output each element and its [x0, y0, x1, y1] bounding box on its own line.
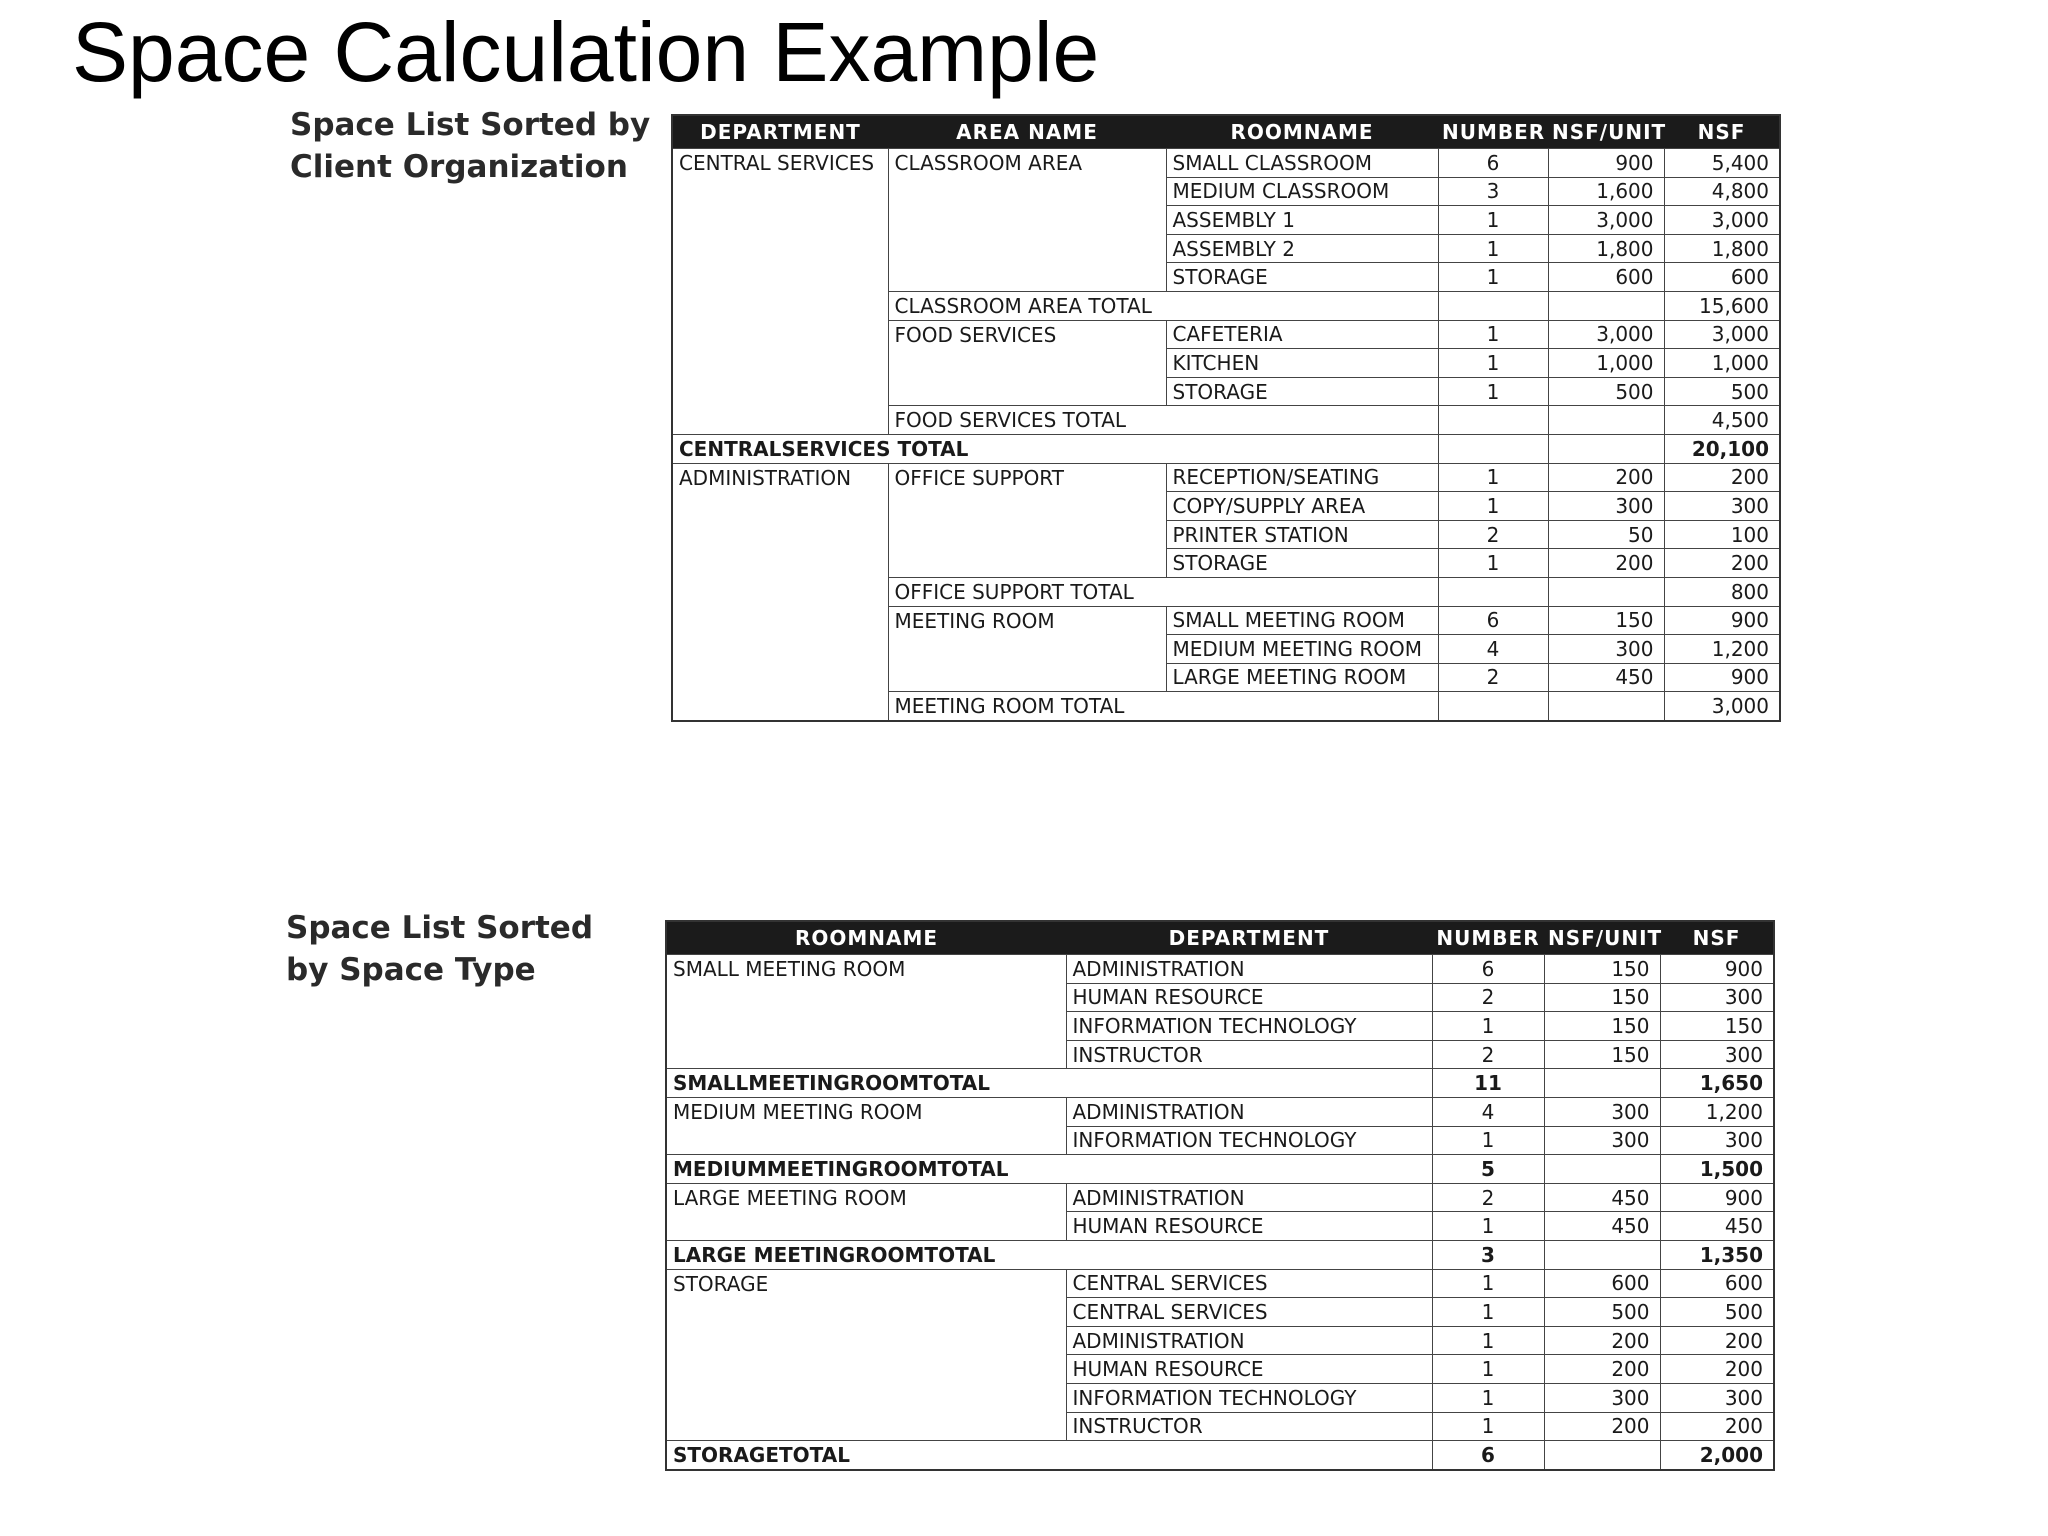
table-row — [666, 1183, 1774, 1212]
number-cell: 1 — [1438, 234, 1548, 263]
number-cell: 1 — [1432, 1126, 1544, 1155]
number-cell: 1 — [1438, 463, 1548, 492]
number-cell: 1 — [1438, 492, 1548, 521]
department-cell: INFORMATION TECHNOLOGY — [1066, 1126, 1432, 1155]
room-name-cell: SMALL MEETING ROOM — [666, 955, 1066, 1069]
nsf-cell: 600 — [1664, 263, 1780, 292]
nsf-cell: 1,350 — [1660, 1240, 1774, 1269]
column-header-number: NUMBER — [1432, 921, 1544, 955]
room-type-total-row — [666, 1155, 1774, 1184]
number-cell — [1438, 692, 1548, 721]
number-cell: 3 — [1432, 1240, 1544, 1269]
number-cell: 6 — [1432, 955, 1544, 984]
number-cell: 1 — [1438, 320, 1548, 349]
department-cell: CENTRAL SERVICES — [672, 149, 888, 435]
number-cell: 1 — [1432, 1012, 1544, 1041]
number-cell: 2 — [1438, 520, 1548, 549]
nsf-unit-cell: 150 — [1544, 983, 1660, 1012]
number-cell — [1438, 577, 1548, 606]
nsf-unit-cell — [1548, 577, 1664, 606]
nsf-unit-cell: 500 — [1544, 1298, 1660, 1327]
number-cell: 1 — [1438, 549, 1548, 578]
nsf-unit-cell: 450 — [1548, 663, 1664, 692]
nsf-cell: 300 — [1660, 1126, 1774, 1155]
number-cell: 6 — [1438, 149, 1548, 178]
area-total-label: OFFICE SUPPORT TOTAL — [888, 577, 1438, 606]
number-cell: 1 — [1432, 1383, 1544, 1412]
table-row — [672, 463, 1780, 492]
area-name-cell: CLASSROOM AREA — [888, 149, 1166, 292]
department-total-label: CENTRALSERVICES TOTAL — [672, 434, 1438, 463]
room-name-cell: LARGE MEETING ROOM — [1166, 663, 1438, 692]
nsf-unit-cell: 150 — [1544, 1012, 1660, 1041]
nsf-unit-cell: 300 — [1544, 1126, 1660, 1155]
table-row — [672, 149, 1780, 178]
nsf-unit-cell: 150 — [1544, 955, 1660, 984]
nsf-cell: 1,800 — [1664, 234, 1780, 263]
number-cell: 1 — [1432, 1269, 1544, 1298]
column-header-room-name: ROOMNAME — [1166, 115, 1438, 149]
nsf-unit-cell: 450 — [1544, 1183, 1660, 1212]
room-type-total-label: MEDIUMMEETINGROOMTOTAL — [666, 1155, 1432, 1184]
department-cell: INSTRUCTOR — [1066, 1412, 1432, 1441]
column-header-area-name: AREA NAME — [888, 115, 1166, 149]
number-cell: 2 — [1432, 1040, 1544, 1069]
table1-caption — [290, 104, 650, 188]
nsf-unit-cell: 1,800 — [1548, 234, 1664, 263]
number-cell: 11 — [1432, 1069, 1544, 1098]
room-name-cell: PRINTER STATION — [1166, 520, 1438, 549]
table-row — [666, 1269, 1774, 1298]
department-cell: INFORMATION TECHNOLOGY — [1066, 1383, 1432, 1412]
column-header-nsf-unit: NSF/UNIT — [1548, 115, 1664, 149]
number-cell: 6 — [1432, 1441, 1544, 1470]
nsf-cell: 1,200 — [1660, 1097, 1774, 1126]
number-cell: 2 — [1438, 663, 1548, 692]
column-header-nsf: NSF — [1664, 115, 1780, 149]
area-total-label: CLASSROOM AREA TOTAL — [888, 291, 1438, 320]
nsf-cell: 1,500 — [1660, 1155, 1774, 1184]
nsf-cell: 4,800 — [1664, 177, 1780, 206]
column-header-number: NUMBER — [1438, 115, 1548, 149]
nsf-cell: 900 — [1664, 663, 1780, 692]
number-cell — [1438, 406, 1548, 435]
nsf-unit-cell: 3,000 — [1548, 320, 1664, 349]
nsf-unit-cell: 150 — [1548, 606, 1664, 635]
room-name-cell: SMALL CLASSROOM — [1166, 149, 1438, 178]
nsf-unit-cell: 300 — [1548, 635, 1664, 664]
nsf-cell: 300 — [1660, 1040, 1774, 1069]
number-cell — [1438, 434, 1548, 463]
room-name-cell: STORAGE — [666, 1269, 1066, 1441]
room-name-cell: SMALL MEETING ROOM — [1166, 606, 1438, 635]
table-row — [666, 1097, 1774, 1126]
room-name-cell: ASSEMBLY 2 — [1166, 234, 1438, 263]
nsf-cell: 20,100 — [1664, 434, 1780, 463]
table2-caption-line: by Space Type — [286, 952, 536, 988]
area-total-label: FOOD SERVICES TOTAL — [888, 406, 1438, 435]
nsf-unit-cell — [1548, 434, 1664, 463]
nsf-cell: 150 — [1660, 1012, 1774, 1041]
room-type-total-label: SMALLMEETINGROOMTOTAL — [666, 1069, 1432, 1098]
nsf-cell: 200 — [1664, 463, 1780, 492]
nsf-cell: 2,000 — [1660, 1441, 1774, 1470]
number-cell: 1 — [1438, 377, 1548, 406]
nsf-unit-cell: 1,600 — [1548, 177, 1664, 206]
number-cell — [1438, 291, 1548, 320]
room-name-cell: LARGE MEETING ROOM — [666, 1183, 1066, 1240]
nsf-unit-cell: 200 — [1544, 1326, 1660, 1355]
area-name-cell: MEETING ROOM — [888, 606, 1166, 692]
number-cell: 4 — [1432, 1097, 1544, 1126]
nsf-unit-cell: 200 — [1548, 463, 1664, 492]
nsf-cell: 500 — [1660, 1298, 1774, 1327]
department-cell: ADMINISTRATION — [1066, 1326, 1432, 1355]
nsf-unit-cell — [1544, 1069, 1660, 1098]
nsf-cell: 300 — [1660, 983, 1774, 1012]
room-name-cell: MEDIUM CLASSROOM — [1166, 177, 1438, 206]
nsf-cell: 200 — [1660, 1326, 1774, 1355]
number-cell: 4 — [1438, 635, 1548, 664]
nsf-unit-cell — [1548, 291, 1664, 320]
area-name-cell: OFFICE SUPPORT — [888, 463, 1166, 577]
room-type-total-label: STORAGETOTAL — [666, 1441, 1432, 1470]
nsf-cell: 200 — [1660, 1355, 1774, 1384]
slide-title: Space Calculation Example — [72, 5, 1100, 99]
number-cell: 1 — [1432, 1412, 1544, 1441]
number-cell: 1 — [1432, 1355, 1544, 1384]
department-cell: ADMINISTRATION — [672, 463, 888, 721]
nsf-cell: 3,000 — [1664, 206, 1780, 235]
nsf-cell: 1,000 — [1664, 349, 1780, 378]
area-total-label: MEETING ROOM TOTAL — [888, 692, 1438, 721]
nsf-unit-cell: 600 — [1548, 263, 1664, 292]
nsf-cell: 100 — [1664, 520, 1780, 549]
room-type-total-row — [666, 1441, 1774, 1470]
department-cell: ADMINISTRATION — [1066, 1183, 1432, 1212]
table-row — [666, 955, 1774, 984]
room-type-total-row — [666, 1240, 1774, 1269]
department-cell: INSTRUCTOR — [1066, 1040, 1432, 1069]
room-name-cell: RECEPTION/SEATING — [1166, 463, 1438, 492]
room-name-cell: STORAGE — [1166, 263, 1438, 292]
column-header-room-name: ROOMNAME — [666, 921, 1066, 955]
column-header-nsf: NSF — [1660, 921, 1774, 955]
column-header-department: DEPARTMENT — [1066, 921, 1432, 955]
table-header-row — [666, 921, 1774, 955]
nsf-unit-cell — [1548, 406, 1664, 435]
nsf-unit-cell: 200 — [1544, 1412, 1660, 1441]
nsf-cell: 200 — [1664, 549, 1780, 578]
nsf-unit-cell: 3,000 — [1548, 206, 1664, 235]
nsf-cell: 4,500 — [1664, 406, 1780, 435]
department-cell: HUMAN RESOURCE — [1066, 983, 1432, 1012]
space-list-by-organization-table — [671, 114, 1781, 722]
nsf-unit-cell: 200 — [1548, 549, 1664, 578]
nsf-unit-cell — [1544, 1240, 1660, 1269]
department-cell: HUMAN RESOURCE — [1066, 1212, 1432, 1241]
number-cell: 1 — [1432, 1298, 1544, 1327]
room-name-cell: CAFETERIA — [1166, 320, 1438, 349]
room-name-cell: STORAGE — [1166, 377, 1438, 406]
nsf-unit-cell: 1,000 — [1548, 349, 1664, 378]
nsf-unit-cell: 300 — [1544, 1383, 1660, 1412]
nsf-cell: 3,000 — [1664, 320, 1780, 349]
column-header-nsf-unit: NSF/UNIT — [1544, 921, 1660, 955]
nsf-unit-cell: 900 — [1548, 149, 1664, 178]
nsf-unit-cell: 150 — [1544, 1040, 1660, 1069]
nsf-cell: 1,650 — [1660, 1069, 1774, 1098]
table2-caption-line: Space List Sorted — [286, 910, 594, 946]
nsf-unit-cell: 450 — [1544, 1212, 1660, 1241]
department-total-row — [672, 434, 1780, 463]
room-name-cell: MEDIUM MEETING ROOM — [666, 1097, 1066, 1154]
room-name-cell: ASSEMBLY 1 — [1166, 206, 1438, 235]
nsf-cell: 800 — [1664, 577, 1780, 606]
nsf-cell: 600 — [1660, 1269, 1774, 1298]
space-list-by-space-type-table — [665, 920, 1775, 1471]
room-name-cell: STORAGE — [1166, 549, 1438, 578]
nsf-cell: 900 — [1660, 955, 1774, 984]
department-cell: INFORMATION TECHNOLOGY — [1066, 1012, 1432, 1041]
room-name-cell: KITCHEN — [1166, 349, 1438, 378]
nsf-cell: 450 — [1660, 1212, 1774, 1241]
area-name-cell: FOOD SERVICES — [888, 320, 1166, 406]
number-cell: 6 — [1438, 606, 1548, 635]
column-header-department: DEPARTMENT — [672, 115, 888, 149]
room-name-cell: MEDIUM MEETING ROOM — [1166, 635, 1438, 664]
department-cell: ADMINISTRATION — [1066, 955, 1432, 984]
nsf-unit-cell — [1548, 692, 1664, 721]
number-cell: 1 — [1438, 349, 1548, 378]
nsf-unit-cell: 300 — [1544, 1097, 1660, 1126]
nsf-cell: 900 — [1664, 606, 1780, 635]
nsf-cell: 200 — [1660, 1412, 1774, 1441]
nsf-unit-cell: 50 — [1548, 520, 1664, 549]
nsf-cell: 3,000 — [1664, 692, 1780, 721]
number-cell: 1 — [1432, 1212, 1544, 1241]
table-header-row — [672, 115, 1780, 149]
nsf-unit-cell — [1544, 1441, 1660, 1470]
nsf-unit-cell — [1544, 1155, 1660, 1184]
department-cell: HUMAN RESOURCE — [1066, 1355, 1432, 1384]
number-cell: 1 — [1438, 206, 1548, 235]
nsf-unit-cell: 300 — [1548, 492, 1664, 521]
number-cell: 3 — [1438, 177, 1548, 206]
department-cell: CENTRAL SERVICES — [1066, 1298, 1432, 1327]
nsf-unit-cell: 500 — [1548, 377, 1664, 406]
room-type-total-label: LARGE MEETINGROOMTOTAL — [666, 1240, 1432, 1269]
department-cell: CENTRAL SERVICES — [1066, 1269, 1432, 1298]
room-type-total-row — [666, 1069, 1774, 1098]
table1-caption-line: Client Organization — [290, 149, 628, 185]
nsf-cell: 15,600 — [1664, 291, 1780, 320]
number-cell: 2 — [1432, 1183, 1544, 1212]
nsf-cell: 500 — [1664, 377, 1780, 406]
nsf-unit-cell: 600 — [1544, 1269, 1660, 1298]
nsf-cell: 900 — [1660, 1183, 1774, 1212]
department-cell: ADMINISTRATION — [1066, 1097, 1432, 1126]
nsf-cell: 1,200 — [1664, 635, 1780, 664]
nsf-cell: 5,400 — [1664, 149, 1780, 178]
table1-caption-line: Space List Sorted by — [290, 107, 651, 143]
number-cell: 1 — [1438, 263, 1548, 292]
nsf-cell: 300 — [1660, 1383, 1774, 1412]
table2-caption — [286, 907, 593, 991]
number-cell: 2 — [1432, 983, 1544, 1012]
nsf-cell: 300 — [1664, 492, 1780, 521]
room-name-cell: COPY/SUPPLY AREA — [1166, 492, 1438, 521]
number-cell: 1 — [1432, 1326, 1544, 1355]
number-cell: 5 — [1432, 1155, 1544, 1184]
nsf-unit-cell: 200 — [1544, 1355, 1660, 1384]
